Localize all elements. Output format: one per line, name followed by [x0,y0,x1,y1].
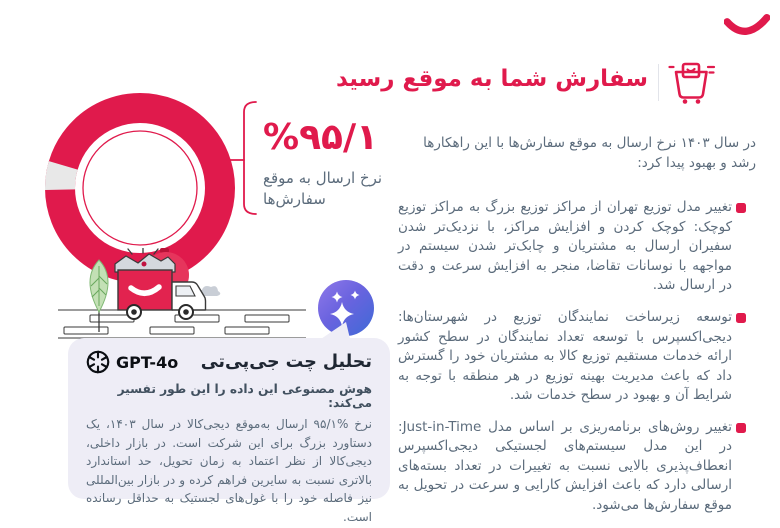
express-cart-icon [668,60,716,104]
list-item-text: تغییر روش‌های برنامه‌ریزی بر اساس مدل Just-in-Time: در این مدل سیستم‌های لجستیکی دیجی‌اکسپرس انعطاف‌پذیری بالایی نسبت به تغییرات در تعداد بسته‌های ارسالی دارد که باعث افزایش کارایی و سرعت در تحویل به موقع سفارش‌ها می‌شود. [398,418,732,513]
bullet-square-icon [736,203,746,213]
stat-value: %۹۵/۱ [263,117,379,158]
delivery-truck-illustration [56,248,308,342]
donut-main-arc [60,108,220,268]
delivery-truck [118,270,206,319]
solutions-list [398,198,756,515]
motion-lines [128,248,158,254]
gpt-card-body: نرخ %۹۵/۱ ارسال به‌موقع دیجی‌کالا در سال ۱۴۰۳، یک دستاورد بزرگ برای این شرکت است. در بازار داخلی، دیجی‌کالا از نظر اعتماد به زمان تحویل، حد استاندارد بالاتری نسبت به سایرین فراهم کرده و در بازار بین‌المللی نیز فاصله خود را با غول‌های لجستیک به حداقل رسانده است. [86,417,372,524]
gpt-card-subheading: هوش مصنوعی این داده را این طور تفسیر می‌کند: [117,382,372,410]
gpt-card-header [86,350,372,374]
openai-logo-icon [86,350,110,374]
ontime-rate-stat [263,117,413,210]
callout-bracket [215,96,261,220]
gpt-model-label: GPT-4o [116,352,179,372]
stat-label-line1: نرخ ارسال به موقع [263,169,383,187]
bullet-square-icon [736,313,746,323]
digikala-smile-logo [724,12,770,40]
list-item [398,418,756,516]
stat-label-line2: سفارش‌ها [263,190,326,208]
gpt-analysis-card [68,338,390,524]
header-divider [658,64,660,101]
list-item [398,308,756,406]
gpt-card-title: تحلیل چت جی‌پی‌تی [200,352,372,372]
page-title: سفارش شما به موقع رسید [335,66,648,92]
list-item [398,198,756,296]
main-text-column [398,134,756,528]
donut-inner-outline [83,131,197,245]
stat-label [263,168,413,210]
bullet-square-icon [736,423,746,433]
gpt-model-badge [86,350,178,374]
list-item-text: توسعه زیرساخت نمایندگان توزیع در شهرستان‌ها: دیجی‌اکسپرس با توسعه تعداد نمایندگان در سطح کشور ارائه خدمات مستقیم توزیع کالا به مشتریان خود را گسترش داد که باعث مدیریت بهینه توزیع در هر منطقه با توجه به شرایط آن و بهبود در سطح خدمات شد. [398,308,732,404]
list-item-text: تغییر مدل توزیع تهران از مراکز توزیع بزرگ به مراکز توزیع کوچک: کوچک کردن و افزایش مراکز، با نزدیک‌تر شدن سفیران ارسال به مشتریان و چابک‌تر شدن سیستم در مواجهه با نوسانات تقاضا، منجر به افزایش سرعت و دقت در ارسال شد. [398,199,732,294]
intro-paragraph: در سال ۱۴۰۳ نرخ ارسال به موقع سفارش‌ها با این راهکارها رشد و بهبود پیدا کرد: [423,135,756,171]
